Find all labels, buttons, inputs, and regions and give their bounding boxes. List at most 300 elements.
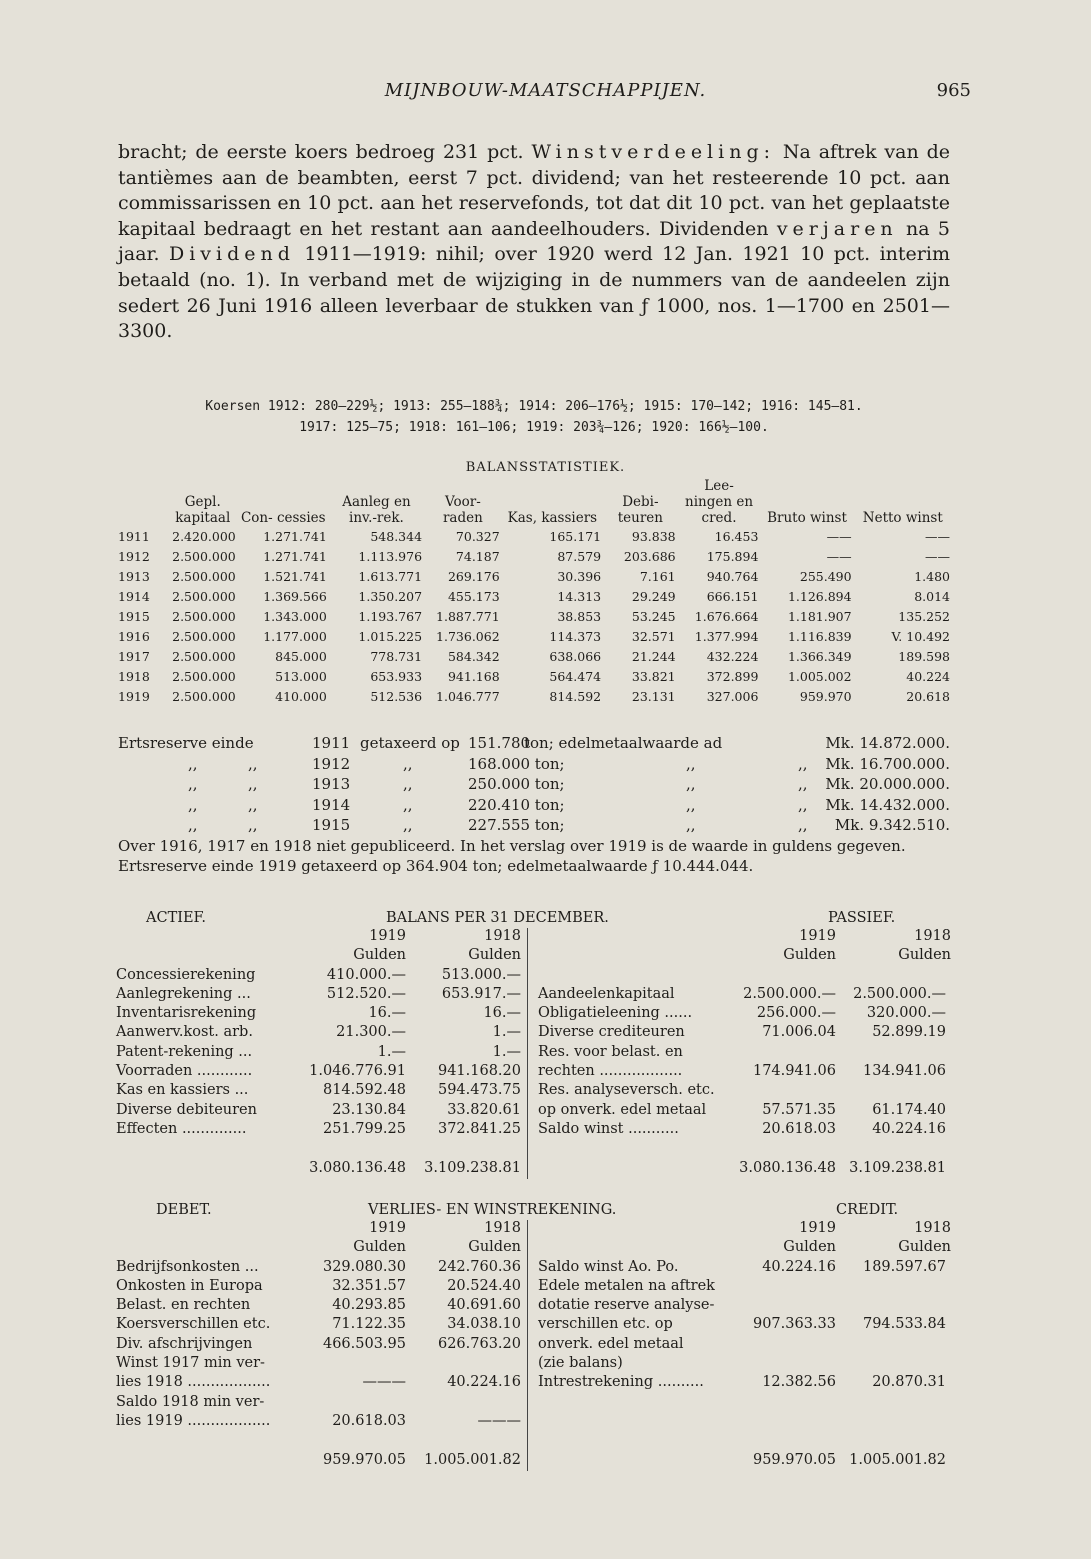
currency-label: Gulden bbox=[783, 1239, 836, 1256]
debit-label: Div. afschrijvingen bbox=[116, 1335, 253, 1352]
table-cell: 814.592 bbox=[549, 688, 602, 704]
table-row bbox=[116, 626, 952, 646]
statement-row bbox=[116, 1102, 952, 1121]
year-header-row bbox=[116, 928, 952, 947]
credit-label: onverk. edel metaal bbox=[538, 1335, 684, 1352]
column-header: Netto winst bbox=[862, 510, 943, 526]
table-cell: 165.171 bbox=[549, 528, 602, 544]
table-cell: 7.161 bbox=[639, 568, 676, 584]
total-amount: 959.970.05 bbox=[322, 1451, 406, 1468]
table-cell: 74.187 bbox=[455, 548, 500, 564]
amount-previous: 20.524.40 bbox=[447, 1277, 521, 1294]
table-cell: 1918 bbox=[118, 668, 150, 684]
ditto-mark: ,, bbox=[248, 775, 258, 793]
passief-title: PASSIEF. bbox=[828, 910, 896, 926]
amount-previous: 52.899.19 bbox=[872, 1024, 946, 1041]
credit-label: (zie balans) bbox=[538, 1355, 623, 1372]
amount-current: 71.122.35 bbox=[332, 1316, 406, 1333]
statement-row bbox=[116, 967, 952, 986]
debit-label: Belast. en rechten bbox=[116, 1297, 251, 1314]
debit-label: Bedrijfsonkosten ... bbox=[116, 1258, 259, 1275]
column-header: Bruto winst bbox=[767, 510, 847, 526]
credit-label: Intrestrekening .......... bbox=[538, 1374, 704, 1391]
amount-previous: 16.— bbox=[483, 1005, 521, 1022]
statement-row bbox=[116, 1374, 952, 1393]
ertsreserve-label: Ertsreserve einde bbox=[118, 734, 254, 752]
ertsreserve-ton: 220.410 ton; bbox=[468, 795, 565, 814]
table-row bbox=[116, 686, 952, 706]
column-header: Voor- raden bbox=[442, 494, 483, 526]
ertsreserve-row bbox=[118, 733, 950, 754]
table-cell: 666.151 bbox=[706, 588, 759, 604]
statement-row bbox=[116, 1278, 952, 1297]
ditto-mark: ,, bbox=[188, 754, 198, 773]
ertsreserve-mk: Mk. 14.432.000. bbox=[825, 795, 950, 814]
table-cell: 38.853 bbox=[557, 608, 602, 624]
table-cell: 30.396 bbox=[557, 568, 602, 584]
koersen-line-1: Koersen 1912: 280—229½; 1913: 255—188¾; 1914: 206—176½; 1915: 170—142; 1916: 145—81. bbox=[205, 399, 863, 414]
ditto-mark: ,, bbox=[686, 775, 696, 793]
table-cell: 1.113.976 bbox=[358, 548, 423, 564]
amount-current: 32.351.57 bbox=[332, 1277, 406, 1294]
table-row bbox=[116, 586, 952, 606]
winst-section bbox=[116, 1202, 952, 1471]
running-title: MIJNBOUW-MAATSCHAPPIJEN. bbox=[384, 80, 707, 101]
amount-previous: ——— bbox=[477, 1412, 521, 1429]
credit-label: dotatie reserve analyse- bbox=[538, 1297, 715, 1314]
amount-current: 174.941.06 bbox=[752, 1063, 836, 1080]
column-header bbox=[116, 478, 168, 526]
ertsreserve-year: 1911 bbox=[312, 734, 351, 752]
debit-label: Patent-rekening ... bbox=[116, 1043, 253, 1060]
table-cell: 32.571 bbox=[631, 628, 676, 644]
table-cell: 372.899 bbox=[706, 668, 759, 684]
table-cell: 1915 bbox=[118, 608, 150, 624]
ditto-mark: ,, bbox=[188, 775, 198, 793]
credit-label: Diverse crediteuren bbox=[538, 1024, 685, 1041]
column-header: Con- cessies bbox=[240, 510, 326, 526]
table-cell: —— bbox=[826, 528, 852, 544]
table-cell: 1919 bbox=[118, 688, 150, 704]
ertsreserve-row bbox=[118, 795, 950, 816]
table-cell: 1.177.000 bbox=[263, 628, 327, 644]
credit-label: Edele metalen na aftrek bbox=[538, 1277, 715, 1294]
table-header-row bbox=[116, 478, 952, 526]
currency-label: Gulden bbox=[898, 1239, 951, 1256]
koersen-block bbox=[118, 396, 950, 438]
column-header: Debi- teuren bbox=[617, 494, 663, 526]
table-cell: 2.500.000 bbox=[172, 668, 236, 684]
intro-text-3: na 5 jaar. bbox=[118, 217, 950, 266]
ditto-mark: ,, bbox=[403, 816, 413, 834]
intro-text-2: Na aftrek van de tantièmes aan de beambten, eerst 7 pct. dividend; van het resteerende 10 pct. aan commissarissen en 10 pct. aan het reservefonds, tot dat dit 10 pct. van het geplaatste kapitaal bedraagt en het restant aan aandeelhouders. Dividenden bbox=[118, 141, 950, 240]
amount-current: 907.363.33 bbox=[752, 1316, 836, 1333]
statement-row bbox=[116, 1394, 952, 1413]
ertsreserve-ton: 168.000 ton; bbox=[468, 754, 565, 773]
year-label: 1918 bbox=[484, 1220, 521, 1236]
ditto-mark: ,, bbox=[798, 795, 808, 814]
table-cell: 1.181.907 bbox=[787, 608, 852, 624]
table-cell: 2.500.000 bbox=[172, 608, 236, 624]
winstverdeeling-heading: Winstverdeeling: bbox=[531, 141, 776, 163]
column-header: Kas, kassiers bbox=[507, 510, 598, 526]
debit-label: Winst 1917 min ver- bbox=[116, 1355, 265, 1372]
table-row bbox=[116, 666, 952, 686]
ditto-mark: ,, bbox=[686, 795, 696, 814]
table-cell: 1.736.062 bbox=[436, 628, 500, 644]
table-cell: 638.066 bbox=[549, 648, 602, 664]
debit-label: Saldo 1918 min ver- bbox=[116, 1393, 265, 1410]
statement-row bbox=[116, 1355, 952, 1374]
debit-label: Aanwerv.kost. arb. bbox=[116, 1024, 253, 1041]
amount-current: 40.293.85 bbox=[332, 1297, 406, 1314]
debit-label: Aanlegrekening ... bbox=[116, 985, 251, 1002]
amount-previous: 20.870.31 bbox=[872, 1374, 946, 1391]
ertsreserve-mk: Mk. 20.000.000. bbox=[825, 775, 950, 793]
total-amount: 3.080.136.48 bbox=[309, 1159, 406, 1176]
table-cell: 1.271.741 bbox=[263, 548, 327, 564]
debit-label: Effecten .............. bbox=[116, 1120, 247, 1137]
ditto-mark: ,, bbox=[798, 754, 808, 773]
debit-label: Kas en kassiers ... bbox=[116, 1082, 249, 1099]
credit-label: Saldo winst ........... bbox=[538, 1120, 679, 1137]
currency-label: Gulden bbox=[353, 1239, 406, 1256]
ertsreserve-note: Over 1916, 1917 en 1918 niet gepubliceerd. In het verslag over 1919 is de waarde in guldens gegeven. bbox=[118, 836, 906, 855]
column-header: Aanleg en inv.-rek. bbox=[342, 494, 411, 526]
intro-paragraph bbox=[118, 140, 950, 345]
statement-row bbox=[116, 1063, 952, 1082]
year-label: 1918 bbox=[484, 928, 521, 944]
table-cell: 1.193.767 bbox=[358, 608, 423, 624]
debit-label: Onkosten in Europa bbox=[116, 1277, 263, 1294]
credit-label: Res. analyseversch. etc. bbox=[538, 1082, 715, 1099]
intro-text-1: bracht; de eerste koers bedroeg 231 pct. bbox=[118, 141, 524, 163]
amount-previous: 189.597.67 bbox=[862, 1258, 946, 1275]
table-cell: 1.366.349 bbox=[787, 648, 852, 664]
ertsreserve-row bbox=[118, 754, 950, 775]
year-label: 1919 bbox=[799, 928, 836, 944]
table-cell: 40.224 bbox=[906, 668, 950, 684]
debit-label: lies 1918 .................. bbox=[116, 1374, 271, 1391]
total-amount: 3.080.136.48 bbox=[739, 1159, 836, 1176]
amount-current: 40.224.16 bbox=[762, 1258, 836, 1275]
table-cell: 940.764 bbox=[706, 568, 759, 584]
table-cell: 1913 bbox=[118, 568, 150, 584]
actief-title: ACTIEF. bbox=[146, 910, 206, 926]
winst-body bbox=[116, 1220, 952, 1471]
statement-row bbox=[116, 986, 952, 1005]
ditto-mark: ,, bbox=[188, 816, 198, 834]
ertsreserve-ton: 227.555 ton; bbox=[468, 816, 565, 834]
ertsreserve-row bbox=[118, 815, 950, 836]
currency-label: Gulden bbox=[783, 947, 836, 964]
credit-label: Saldo winst Ao. Po. bbox=[538, 1258, 679, 1275]
table-cell: 778.731 bbox=[370, 648, 423, 664]
statement-row bbox=[116, 1259, 952, 1278]
total-amount: 1.005.001.82 bbox=[849, 1451, 946, 1468]
amount-previous: 794.533.84 bbox=[862, 1316, 946, 1333]
ertsreserve-mk: Mk. 14.872.000. bbox=[825, 734, 950, 752]
totals-row bbox=[116, 1452, 952, 1471]
table-cell: 87.579 bbox=[557, 548, 602, 564]
amount-previous: 40.224.16 bbox=[447, 1374, 521, 1391]
table-cell: 2.500.000 bbox=[172, 548, 236, 564]
table-cell: 1.377.994 bbox=[694, 628, 759, 644]
ertsreserve-year: 1914 bbox=[312, 795, 351, 814]
table-cell: 1.613.771 bbox=[358, 568, 423, 584]
table-cell: 1916 bbox=[118, 628, 150, 644]
amount-previous: 1.— bbox=[492, 1024, 521, 1041]
debit-label: Voorraden ............ bbox=[116, 1063, 253, 1080]
amount-previous: 40.224.16 bbox=[872, 1120, 946, 1137]
table-cell: 20.618 bbox=[906, 688, 950, 704]
table-row bbox=[116, 546, 952, 566]
table-cell: 1.005.002 bbox=[787, 668, 852, 684]
amount-current: 2.500.000.— bbox=[743, 985, 836, 1002]
debit-label: Diverse debiteuren bbox=[116, 1101, 257, 1118]
amount-current: 329.080.30 bbox=[322, 1258, 406, 1275]
balansstatistiek-table bbox=[116, 478, 952, 706]
table-cell: 513.000 bbox=[275, 668, 327, 684]
table-cell: 2.500.000 bbox=[172, 568, 236, 584]
table-cell: —— bbox=[925, 528, 950, 544]
table-cell: 255.490 bbox=[799, 568, 852, 584]
table-cell: 512.536 bbox=[370, 688, 423, 704]
table-cell: 2.500.000 bbox=[172, 588, 236, 604]
table-cell: 653.933 bbox=[370, 668, 423, 684]
amount-previous: 33.820.61 bbox=[447, 1101, 521, 1118]
year-header-row bbox=[116, 1220, 952, 1239]
table-cell: 584.342 bbox=[447, 648, 500, 664]
amount-previous: 626.763.20 bbox=[437, 1335, 521, 1352]
amount-previous: 594.473.75 bbox=[437, 1082, 521, 1099]
amount-current: ——— bbox=[362, 1374, 406, 1391]
table-cell: 959.970 bbox=[799, 688, 852, 704]
ertsreserve-mk: Mk. 16.700.000. bbox=[825, 754, 950, 773]
table-row bbox=[116, 526, 952, 546]
table-cell: 327.006 bbox=[706, 688, 759, 704]
ditto-mark: ,, bbox=[248, 795, 258, 814]
total-amount: 3.109.238.81 bbox=[849, 1159, 946, 1176]
statement-row bbox=[116, 1316, 952, 1335]
table-cell: 114.373 bbox=[549, 628, 602, 644]
table-cell: 1912 bbox=[118, 548, 150, 564]
ditto-mark: ,, bbox=[248, 754, 258, 773]
amount-previous: 372.841.25 bbox=[437, 1120, 521, 1137]
table-cell: V. 10.492 bbox=[891, 628, 950, 644]
amount-current: 1.046.776.91 bbox=[309, 1063, 406, 1080]
intro-text-4: 1911—1919: nihil; over 1920 werd 12 Jan. 1921 10 pct. interim betaald (no. 1). In verband met de wijziging in de nummers van de aandeelen zijn sedert 26 Juni 1916 alleen leverbaar de stukken van ƒ 1000, nos. 1—1700 en 2501—3300. bbox=[118, 243, 950, 343]
amount-previous: 513.000.— bbox=[441, 966, 521, 983]
credit-title: CREDIT. bbox=[836, 1202, 899, 1218]
amount-current: 21.300.— bbox=[336, 1024, 406, 1041]
amount-current: 410.000.— bbox=[326, 966, 406, 983]
table-cell: 1.369.566 bbox=[263, 588, 327, 604]
table-row bbox=[116, 566, 952, 586]
table-cell: 93.838 bbox=[631, 528, 676, 544]
table-cell: 1.015.225 bbox=[358, 628, 423, 644]
amount-current: 466.503.95 bbox=[322, 1335, 406, 1352]
ditto-mark: ,, bbox=[188, 795, 198, 814]
statement-row bbox=[116, 1413, 952, 1432]
table-cell: 189.598 bbox=[898, 648, 950, 664]
ditto-mark: ,, bbox=[686, 816, 696, 834]
credit-label: op onverk. edel metaal bbox=[538, 1101, 707, 1118]
ertsreserve-text: ton; edelmetaalwaarde ad bbox=[524, 734, 723, 752]
spacer-row bbox=[116, 1432, 952, 1451]
currency-label: Gulden bbox=[353, 947, 406, 964]
ertsreserve-rest bbox=[118, 754, 950, 836]
table-cell: 455.173 bbox=[447, 588, 500, 604]
ditto-mark: ,, bbox=[798, 775, 808, 793]
statement-row bbox=[116, 1082, 952, 1101]
amount-current: 256.000.— bbox=[756, 1005, 836, 1022]
amount-previous: 134.941.06 bbox=[862, 1063, 946, 1080]
credit-label: Aandeelenkapitaal bbox=[538, 985, 675, 1002]
debit-label: Concessierekening bbox=[116, 966, 256, 983]
year-label: 1919 bbox=[369, 928, 406, 944]
balansstatistiek-title: BALANSSTATISTIEK. bbox=[465, 460, 626, 475]
ditto-mark: ,, bbox=[403, 795, 413, 814]
ditto-mark: ,, bbox=[403, 754, 413, 773]
table-cell: 432.224 bbox=[706, 648, 759, 664]
table-cell: 1.271.741 bbox=[263, 528, 327, 544]
amount-current: 57.571.35 bbox=[762, 1101, 836, 1118]
amount-previous: 941.168.20 bbox=[437, 1063, 521, 1080]
table-cell: 1.521.741 bbox=[263, 568, 327, 584]
table-cell: 14.313 bbox=[557, 588, 602, 604]
balans-title: BALANS PER 31 DECEMBER. bbox=[386, 910, 609, 926]
table-cell: 1914 bbox=[118, 588, 150, 604]
table-cell: 8.014 bbox=[914, 588, 950, 604]
amount-current: 20.618.03 bbox=[332, 1412, 406, 1429]
amount-current: 1.— bbox=[377, 1043, 406, 1060]
currency-label: Gulden bbox=[468, 947, 521, 964]
amount-current: 16.— bbox=[368, 1005, 406, 1022]
total-amount: 1.005.001.82 bbox=[424, 1451, 521, 1468]
column-header: Gepl. kapitaal bbox=[175, 494, 231, 526]
statement-row bbox=[116, 1044, 952, 1063]
table-cell: 16.453 bbox=[714, 528, 759, 544]
table-cell: 2.500.000 bbox=[172, 688, 236, 704]
page-header bbox=[0, 80, 1091, 110]
table-cell: 1.676.664 bbox=[694, 608, 759, 624]
amount-current: 20.618.03 bbox=[762, 1120, 836, 1137]
totals-row bbox=[116, 1160, 952, 1179]
currency-label: Gulden bbox=[898, 947, 951, 964]
table-cell: 2.500.000 bbox=[172, 628, 236, 644]
table-cell: 33.821 bbox=[631, 668, 676, 684]
winst-title: VERLIES- EN WINSTREKENING. bbox=[368, 1202, 617, 1218]
table-cell: 1.887.771 bbox=[436, 608, 500, 624]
dividend-heading: Dividend bbox=[169, 243, 295, 266]
ertsreserve-ton: 151.780 bbox=[468, 734, 531, 752]
ditto-mark: ,, bbox=[686, 754, 696, 773]
table-cell: 53.245 bbox=[631, 608, 676, 624]
table-body bbox=[116, 526, 952, 706]
ertsreserve-row bbox=[118, 774, 950, 795]
ertsreserve-mk: Mk. 9.342.510. bbox=[834, 816, 950, 834]
amount-current: 23.130.84 bbox=[332, 1101, 406, 1118]
ertsreserve-block bbox=[118, 733, 950, 877]
table-cell: 941.168 bbox=[447, 668, 500, 684]
amount-previous: 242.760.36 bbox=[437, 1258, 521, 1275]
ditto-mark: ,, bbox=[403, 775, 413, 793]
debit-label: Koersverschillen etc. bbox=[116, 1316, 271, 1333]
currency-header-row bbox=[116, 947, 952, 966]
table-cell: 175.894 bbox=[706, 548, 759, 564]
total-amount: 959.970.05 bbox=[752, 1451, 836, 1468]
debit-label: Inventarisrekening bbox=[116, 1005, 257, 1022]
table-cell: 21.244 bbox=[631, 648, 676, 664]
year-label: 1919 bbox=[799, 1220, 836, 1236]
table-cell: 1917 bbox=[118, 648, 150, 664]
amount-current: 251.799.25 bbox=[322, 1120, 406, 1137]
statement-row bbox=[116, 1005, 952, 1024]
year-label: 1919 bbox=[369, 1220, 406, 1236]
ditto-mark: ,, bbox=[798, 816, 808, 834]
table-cell: 23.131 bbox=[631, 688, 676, 704]
ditto-mark: ,, bbox=[248, 816, 258, 834]
credit-label: Res. voor belast. en bbox=[538, 1043, 683, 1060]
column-header: Lee- ningen en cred. bbox=[685, 478, 754, 526]
statement-row bbox=[116, 1336, 952, 1355]
ertsreserve-text: getaxeerd op bbox=[360, 734, 460, 752]
statement-row bbox=[116, 1024, 952, 1043]
table-cell: 135.252 bbox=[898, 608, 950, 624]
amount-current: 512.520.— bbox=[326, 985, 406, 1002]
table-cell: 410.000 bbox=[275, 688, 327, 704]
winst-header bbox=[116, 1202, 952, 1220]
year-label: 1918 bbox=[914, 928, 951, 944]
debit-label: lies 1919 .................. bbox=[116, 1412, 271, 1429]
ertsreserve-year: 1913 bbox=[312, 775, 351, 793]
table-cell: 845.000 bbox=[275, 648, 327, 664]
table-cell: 2.420.000 bbox=[172, 528, 236, 544]
ertsreserve-year: 1915 bbox=[312, 816, 351, 834]
table-cell: 1.480 bbox=[914, 568, 950, 584]
amount-previous: 320.000.— bbox=[866, 1005, 946, 1022]
ertsreserve-year: 1912 bbox=[312, 754, 351, 773]
debet-title: DEBET. bbox=[156, 1202, 212, 1218]
spacer-row bbox=[116, 1140, 952, 1159]
amount-previous: 653.917.— bbox=[441, 985, 521, 1002]
currency-header-row bbox=[116, 1239, 952, 1258]
table-cell: 1.350.207 bbox=[358, 588, 423, 604]
table-cell: 203.686 bbox=[623, 548, 676, 564]
table-cell: —— bbox=[826, 548, 852, 564]
credit-label: rechten .................. bbox=[538, 1063, 683, 1080]
amount-previous: 1.— bbox=[492, 1043, 521, 1060]
table-cell: —— bbox=[925, 548, 950, 564]
credit-label: verschillen etc. op bbox=[538, 1316, 673, 1333]
verjaren-heading: verjaren bbox=[776, 217, 898, 240]
koersen-line-2: 1917: 125—75; 1918: 161—106; 1919: 203¾—126; 1920: 166½—100. bbox=[299, 420, 769, 435]
table-cell: 29.249 bbox=[631, 588, 676, 604]
amount-current: 814.592.48 bbox=[322, 1082, 406, 1099]
table-row bbox=[116, 646, 952, 666]
table-cell: 1.046.777 bbox=[436, 688, 500, 704]
page-number: 965 bbox=[936, 80, 971, 101]
statement-row bbox=[116, 1297, 952, 1316]
credit-label: Obligatieleening ...... bbox=[538, 1005, 693, 1022]
amount-current: 71.006.04 bbox=[762, 1024, 836, 1041]
amount-previous: 61.174.40 bbox=[872, 1101, 946, 1118]
amount-previous: 40.691.60 bbox=[447, 1297, 521, 1314]
table-cell: 564.474 bbox=[549, 668, 602, 684]
statement-row bbox=[116, 1121, 952, 1140]
total-amount: 3.109.238.81 bbox=[424, 1159, 521, 1176]
